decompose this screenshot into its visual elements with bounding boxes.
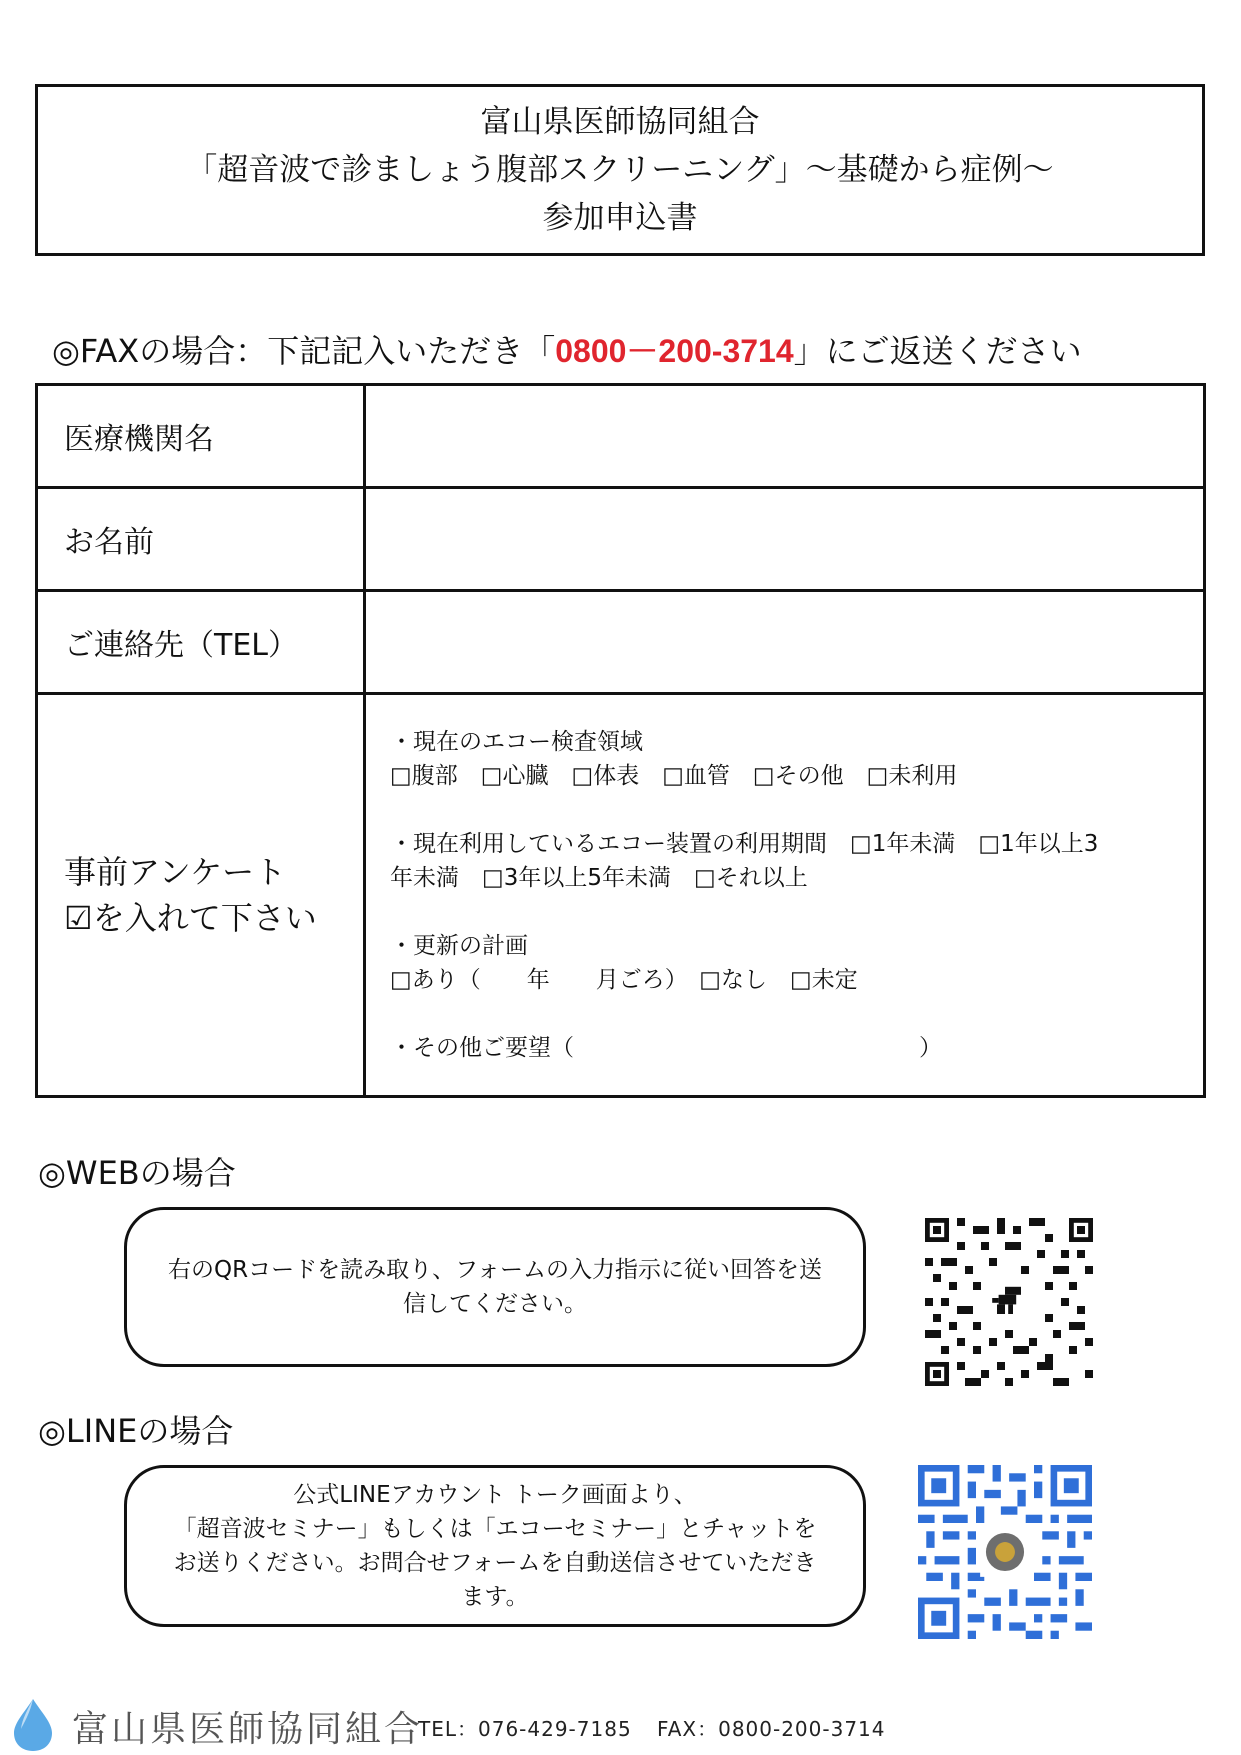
footer-contact [418, 1713, 886, 1742]
form-row-tel [37, 591, 1205, 694]
survey-q3 [390, 929, 1179, 997]
survey-q1-title: ・現在のエコー検査領域 [390, 729, 643, 755]
survey-q3-options[interactable]: □あり（ 年 月ごろ） □なし □未定 [390, 967, 858, 993]
survey-q2-line2[interactable]: 年未満 □3年以上5年未満 □それ以上 [390, 865, 808, 891]
survey-field[interactable] [365, 694, 1205, 1097]
form-row-institution [37, 385, 1205, 488]
survey-q2 [390, 827, 1179, 895]
survey-q4-text[interactable]: ・その他ご要望（ ） [390, 1035, 942, 1061]
org-title: 富山県医師協同組合 [480, 104, 760, 140]
event-title: 「超音波で診ましょう腹部スクリーニング」～基礎から症例～ [186, 152, 1054, 188]
fax-section-heading [52, 326, 1082, 372]
survey-q3-title: ・更新の計画 [390, 933, 528, 959]
name-label: お名前 [37, 488, 365, 591]
line-section-heading: ◎LINEの場合 [38, 1412, 234, 1450]
line-text-line3: お送りください。お問合せフォームを自動送信させていただき [173, 1550, 817, 1576]
line-qr-code-icon[interactable] [918, 1465, 1092, 1639]
tel-label: ご連絡先（TEL） [37, 591, 365, 694]
line-instructions-bubble [124, 1465, 866, 1627]
survey-body [366, 701, 1203, 1089]
web-instructions-bubble [124, 1207, 866, 1367]
survey-q2-line1[interactable]: ・現在利用しているエコー装置の利用期間 □1年未満 □1年以上3 [390, 831, 1099, 857]
survey-label-line2: ☑を入れて下さい [64, 899, 317, 937]
web-text-line2: 信してください。 [403, 1291, 587, 1317]
survey-q1 [390, 725, 1179, 793]
footer-org-name: 富山県医師協同組合 [72, 1709, 424, 1750]
survey-q1-options[interactable]: □腹部 □心臓 □体表 □血管 □その他 □未利用 [390, 763, 958, 789]
footer-fax: FAX：0800-200-3714 [657, 1717, 886, 1741]
doc-type: 参加申込書 [542, 200, 698, 236]
survey-label-line1: 事前アンケート [64, 853, 287, 891]
tel-field[interactable] [365, 591, 1205, 694]
footer [0, 1693, 1241, 1755]
water-drop-logo-icon [10, 1697, 56, 1753]
line-text-line1: 公式LINEアカウント トーク画面より、 [293, 1482, 697, 1508]
form-row-survey [37, 694, 1205, 1097]
survey-q4 [390, 1031, 1179, 1065]
web-text-line1: 右のQRコードを読み取り、フォームの入力指示に従い回答を送 [168, 1257, 822, 1283]
line-text-line4: ます。 [461, 1584, 529, 1610]
form-row-name [37, 488, 1205, 591]
fax-number: 0800－200-3714 [555, 333, 794, 369]
institution-label: 医療機関名 [37, 385, 365, 488]
web-qr-code-icon[interactable] [925, 1218, 1093, 1386]
application-form-table [35, 383, 1206, 1098]
footer-tel: TEL：076-429-7185 [418, 1717, 632, 1741]
survey-label [37, 694, 365, 1097]
web-section-heading: ◎WEBの場合 [38, 1154, 236, 1192]
title-box [35, 84, 1205, 256]
fax-heading-prefix: ◎FAXの場合：下記記入いただき「 [52, 332, 556, 370]
fax-heading-suffix: 」にご返送ください [793, 332, 1082, 370]
line-text-line2: 「超音波セミナー」もしくは「エコーセミナー」とチャットを [173, 1516, 817, 1542]
name-field[interactable] [365, 488, 1205, 591]
institution-field[interactable] [365, 385, 1205, 488]
